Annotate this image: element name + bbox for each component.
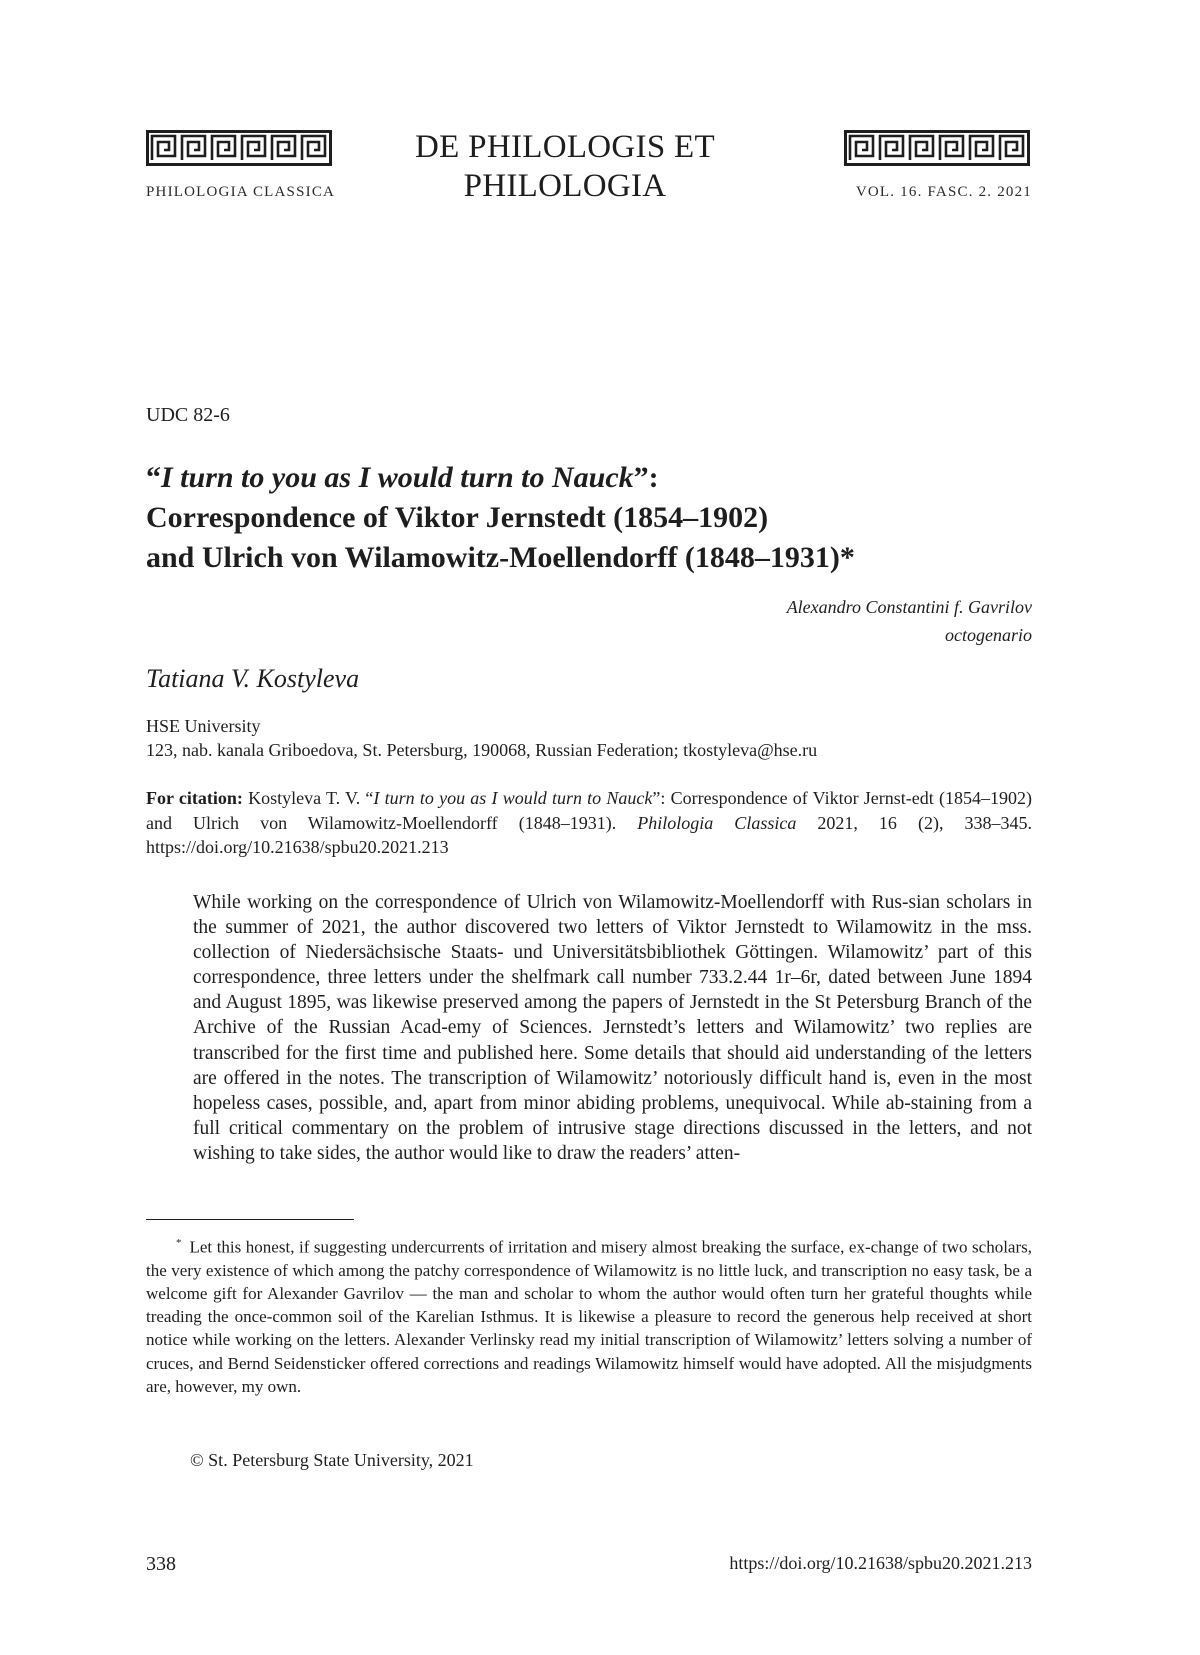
journal-title-line2: PHILOLOGIA bbox=[463, 168, 667, 204]
citation-label: For citation: bbox=[146, 788, 243, 808]
author-name: Tatiana V. Kostyleva bbox=[146, 664, 360, 693]
footnote bbox=[146, 1232, 1032, 1398]
author-affiliation bbox=[146, 714, 1046, 762]
footnote-divider bbox=[146, 1219, 354, 1220]
dedication-line2: octogenario bbox=[945, 625, 1032, 645]
journal-title bbox=[400, 128, 730, 206]
article-title bbox=[146, 458, 1046, 578]
greek-key-meander-icon bbox=[146, 130, 332, 166]
abstract: While working on the correspondence of Ulrich von Wilamowitz-Moellendorff with Rus-sian scholars in the summer of 2021, the author discovered two letters of Viktor Jernstedt to Wilamowitz in the mss. collection of Niedersächsische Staats- und Universitätsbibliothek Göttingen. Wilamowitz’ part of this correspondence, three letters under the shelfmark call number 733.2.44 1r–6r, dated between June 1894 and August 1895, was likewise preserved among the papers of Jernstedt in the St Petersburg Branch of the Archive of the Russian Acad-emy of Sciences. Jernstedt’s letters and Wilamowitz’ two replies are transcribed for the first time and published here. Some details that should aid understanding of the letters are offered in the notes. The transcription of Wilamowitz’ notoriously difficult hand is, even in the most hopeless cases, possible, and, apart from minor abiding problems, unequivocal. While ab-staining from a full critical commentary on the problem of intrusive stage directions discussed in the letters, and not wishing to take sides, the author would like to draw the readers’ atten- bbox=[193, 892, 1032, 1164]
title-line1: “I turn to you as I would turn to Nauck”: bbox=[146, 461, 659, 494]
copyright: © St. Petersburg State University, 2021 bbox=[190, 1450, 474, 1470]
citation-block: For citation: Kostyleva T. V. “I turn to you as I would turn to Nauck”: Correspondence of Viktor Jernst-edt (1854–1902) and Ulrich von Wilamowitz-Moellendorff (1848–1931). Philologia Classica 2021, 16 (2), 338–345. https://doi.org/10.21638/spbu20.2021.213 bbox=[146, 788, 1032, 857]
title-line3: and Ulrich von Wilamowitz-Moellendorff (1848–1931)* bbox=[146, 541, 855, 574]
dedication-line1: Alexandro Constantini f. Gavrilov bbox=[786, 597, 1032, 617]
footnote-mark: * bbox=[176, 1237, 182, 1249]
series-label: PHILOLOGIA CLASSICA bbox=[146, 184, 336, 200]
dedication bbox=[787, 593, 1032, 649]
title-line2: Correspondence of Viktor Jernstedt (1854–1902) bbox=[146, 501, 769, 534]
address: 123, nab. kanala Griboedova, St. Petersburg, 190068, Russian Federation; tkostyleva@hse.ru bbox=[146, 740, 818, 760]
footnote-text: Let this honest, if suggesting undercurrents of irritation and misery almost breaking the surface, ex-change of two scholars, the very existence of which among the patchy correspondence of Wilamowitz is no little luck, and transcription no easy task, be a welcome gift for Alexander Gavrilov — the man and scholar to whom the author would often turn her grateful thoughts while treading the once-common soil of the Karelian Isthmus. It is likewise a pleasure to record the generous help received at short notice while working on the letters. Alexander Verlinsky read my initial transcription of Wilamowitz’ letters solving a number of cruces, and Bernd Seidensticker offered corrections and readings Wilamowitz himself would have adopted. All the misjudgments are, however, my own. bbox=[146, 1237, 1032, 1396]
journal-title-line1: DE PHILOLOGIS ET bbox=[415, 129, 715, 165]
page-number: 338 bbox=[146, 1553, 176, 1575]
volume-label: VOL. 16. FASC. 2. 2021 bbox=[855, 184, 1032, 200]
doi-link[interactable]: https://doi.org/10.21638/spbu20.2021.213 bbox=[729, 1553, 1032, 1573]
institution: HSE University bbox=[146, 716, 261, 736]
udc-code: UDC 82-6 bbox=[146, 404, 230, 426]
title-quote: I turn to you as I would turn to Nauck bbox=[161, 461, 634, 494]
greek-key-meander-icon bbox=[844, 130, 1030, 166]
